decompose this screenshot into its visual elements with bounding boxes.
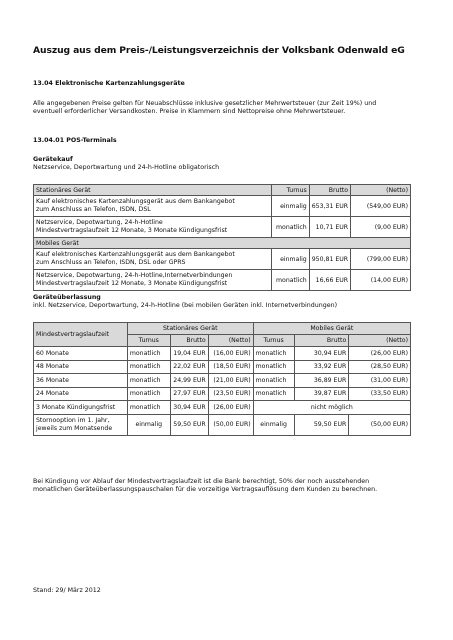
netto-cell: (18,50 EUR) (208, 360, 253, 374)
table-row (34, 347, 411, 361)
label-cell: 60 Monate (34, 347, 128, 361)
table-group-row (34, 238, 411, 249)
desc-cell (34, 249, 272, 270)
desc-line: Mindestvertragslaufzeit 12 Monate, 3 Monate Kündigungsfrist (36, 280, 228, 287)
netto-cell: (33,50 EUR) (349, 387, 411, 401)
netto-cell: (799,00 EUR) (351, 249, 411, 270)
brutto-cell: 39,87 EUR (294, 387, 349, 401)
footer-date: Stand: 29/ März 2012 (33, 587, 101, 594)
brutto-cell: 653,31 EUR (309, 196, 350, 217)
turnus-cell: einmalig (127, 414, 170, 435)
table-row (34, 249, 411, 270)
header-cell: Turnus (127, 335, 170, 347)
netto-cell: (26,00 EUR) (208, 401, 253, 415)
header-cell: Brutto (294, 335, 349, 347)
table-row (34, 217, 411, 238)
label-line: jeweils zum Monatsende (36, 424, 113, 432)
desc-line: zum Anschluss an Telefon, ISDN, DSL oder GPRS (36, 259, 186, 266)
brutto-cell: 30,94 EUR (294, 347, 349, 361)
desc-cell (34, 217, 272, 238)
netto-cell: (31,00 EUR) (349, 374, 411, 388)
brutto-cell: 10,71 EUR (309, 217, 350, 238)
table-header-row (34, 185, 411, 196)
brutto-cell: 59,50 EUR (170, 414, 208, 435)
turnus-cell: einmalig (253, 414, 294, 435)
header-cell: Stationäres Gerät (127, 323, 253, 335)
not-available-cell: nicht möglich (253, 401, 410, 415)
desc-line: Kauf elektronisches Kartenzahlungsgerät aus dem Bankangebot (36, 251, 235, 259)
brutto-cell: 22,02 EUR (170, 360, 208, 374)
leas-table (33, 322, 411, 436)
netto-cell: (9,00 EUR) (351, 217, 411, 238)
turnus-cell: monatlich (127, 387, 170, 401)
header-cell: Mindestvertragslaufzeit (34, 323, 128, 347)
subsection-heading: 13.04.01 POS-Terminals (33, 137, 117, 144)
turnus-cell: monatlich (127, 401, 170, 415)
leas-subtitle: inkl. Netzservice, Deportwartung, 24-h-Hotline (bei mobilen Geräten inkl. Internetverbindungen) (33, 302, 338, 309)
header-cell: Turnus (271, 185, 309, 196)
turnus-cell: monatlich (253, 347, 294, 361)
brutto-cell: 30,94 EUR (170, 401, 208, 415)
brutto-cell: 33,92 EUR (294, 360, 349, 374)
table-row (34, 270, 411, 291)
group-label: Mobiles Gerät (34, 238, 411, 249)
netto-cell: (16,00 EUR) (208, 347, 253, 361)
netto-cell: (14,00 EUR) (351, 270, 411, 291)
desc-line: Mindestvertragslaufzeit 12 Monate, 3 Monate Kündigungsfrist (36, 227, 228, 234)
section-heading: 13.04 Elektronische Kartenzahlungsgeräte (33, 80, 185, 87)
kauf-subtitle: Netzservice, Deportwartung und 24-h-Hotline obligatorisch (33, 164, 220, 171)
brutto-cell: 24,99 EUR (170, 374, 208, 388)
leas-heading: Geräteüberlassung (33, 294, 101, 301)
header-cell: (Netto) (208, 335, 253, 347)
header-cell: Turnus (253, 335, 294, 347)
turnus-cell: monatlich (271, 270, 309, 291)
header-cell: Stationäres Gerät (34, 185, 272, 196)
netto-cell: (28,50 EUR) (349, 360, 411, 374)
table-row (34, 360, 411, 374)
table-row (34, 414, 411, 435)
netto-cell: (21,00 EUR) (208, 374, 253, 388)
turnus-cell: monatlich (127, 347, 170, 361)
brutto-cell: 27,97 EUR (170, 387, 208, 401)
turnus-cell: monatlich (127, 374, 170, 388)
header-cell: (Netto) (351, 185, 411, 196)
desc-line: Netzservice, Depotwartung, 24-h-Hotline (36, 219, 163, 227)
table-row (34, 196, 411, 217)
desc-line: Kauf elektronisches Kartenzahlungsgerät aus dem Bankangebot (36, 198, 235, 206)
turnus-cell: monatlich (253, 374, 294, 388)
netto-cell: (50,00 EUR) (349, 414, 411, 435)
intro-paragraph (33, 100, 411, 117)
table-row (34, 374, 411, 388)
header-cell: Brutto (309, 185, 350, 196)
header-cell: Mobiles Gerät (253, 323, 410, 335)
brutto-cell: 19,04 EUR (170, 347, 208, 361)
turnus-cell: monatlich (127, 360, 170, 374)
desc-line: zum Anschluss an Telefon, ISDN, DSL (36, 206, 151, 213)
netto-cell: (50,00 EUR) (208, 414, 253, 435)
desc-cell (34, 196, 272, 217)
table-header-row (34, 323, 411, 335)
label-cell: 3 Monate Kündigungsfrist (34, 401, 128, 415)
table-row (34, 401, 411, 415)
header-cell: Brutto (170, 335, 208, 347)
kauf-table (33, 184, 411, 291)
kauf-heading: Gerätekauf (33, 156, 73, 163)
table-row (34, 387, 411, 401)
netto-cell: (549,00 EUR) (351, 196, 411, 217)
label-cell: 36 Monate (34, 374, 128, 388)
label-cell: 24 Monate (34, 387, 128, 401)
turnus-cell: einmalig (271, 196, 309, 217)
note-line: Bei Kündigung vor Ablauf der Mindestvertragslaufzeit ist die Bank berechtigt, 50% der noch ausstehenden (33, 478, 370, 485)
turnus-cell: monatlich (253, 360, 294, 374)
cancellation-note (33, 478, 411, 495)
turnus-cell: monatlich (271, 217, 309, 238)
note-line: monatlichen Geräteüberlassungspauschalen für die vorzeitige Vertragsauflösung dem Kunden zu berechnen. (33, 486, 378, 494)
label-cell (34, 414, 128, 435)
intro-line: eventuell erforderlicher Versandkosten. Preise in Klammern sind Nettopreise ohne Mehrwertsteuer. (33, 108, 346, 116)
brutto-cell: 59,50 EUR (294, 414, 349, 435)
turnus-cell: monatlich (253, 387, 294, 401)
turnus-cell: einmalig (271, 249, 309, 270)
header-cell: (Netto) (349, 335, 411, 347)
label-line: Stornooption im 1. Jahr, (36, 416, 110, 424)
desc-line: Netzservice, Depotwartung, 24-h-Hotline,Internetverbindungen (36, 272, 233, 280)
desc-cell (34, 270, 272, 291)
label-cell: 48 Monate (34, 360, 128, 374)
brutto-cell: 36,89 EUR (294, 374, 349, 388)
brutto-cell: 950,81 EUR (309, 249, 350, 270)
brutto-cell: 16,66 EUR (309, 270, 350, 291)
page-title: Auszug aus dem Preis-/Leistungsverzeichnis der Volksbank Odenwald eG (33, 45, 405, 56)
netto-cell: (26,00 EUR) (349, 347, 411, 361)
netto-cell: (23,50 EUR) (208, 387, 253, 401)
intro-line: Alle angegebenen Preise gelten für Neuabschlüsse inklusive gesetzlicher Mehrwertsteuer (zur Zeit 19%) und (33, 100, 377, 107)
